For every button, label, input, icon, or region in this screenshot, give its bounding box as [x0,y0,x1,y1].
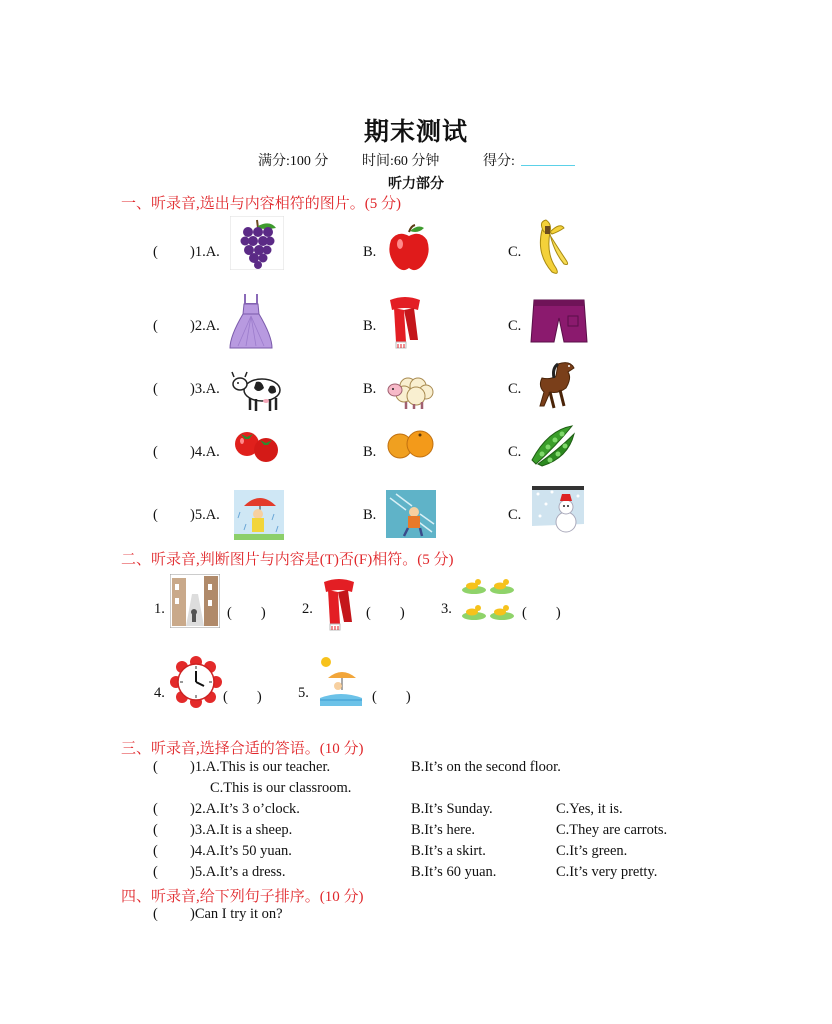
answer-paren[interactable]: ( [153,864,158,880]
option-c-label: C. [508,244,522,260]
score-blank[interactable] [521,165,575,166]
question-label: )3.A. [190,381,220,397]
item-number: 4. [154,685,165,701]
horse-icon [528,358,580,414]
option-c-label: C. [508,444,522,460]
question-label: )2.A. [190,318,220,334]
item-number: 5. [298,685,309,701]
orange-icon [386,426,436,464]
tf-blank[interactable]: ( ) [522,605,561,621]
option-b-label: B. [363,244,377,260]
time-limit: 时间:60 分钟 [362,154,440,169]
item-number: 1. [154,601,165,617]
option-b: B.It’s Sunday. [411,801,493,817]
banana-icon [530,218,572,276]
answer-paren[interactable]: ( [153,244,158,260]
windy-icon [386,490,436,538]
option-b-label: B. [363,444,377,460]
answer-paren[interactable]: ( [153,318,158,334]
item-number: 3. [441,601,452,617]
option-b: B.It’s on the second floor. [411,759,561,775]
tf-blank[interactable]: ( ) [366,605,405,621]
listening-part-heading: 听力部分 [388,177,444,192]
option-c: C.They are carrots. [556,822,668,838]
answer-paren[interactable]: ( [153,843,158,859]
full-marks: 满分:100 分 [258,154,329,169]
option-b: B.It’s 60 yuan. [411,864,497,880]
answer-paren[interactable]: ( [153,759,158,775]
question-label: )4.A. [190,444,220,460]
page-title: 期末测试 [363,117,468,146]
question-label: )1.A. [190,244,220,260]
answer-paren[interactable]: ( [153,507,158,523]
section3-heading: 三、听录音,选择合适的答语。(10 分) [121,741,364,757]
score-label: 得分: [483,154,515,169]
item-number: 2. [302,601,313,617]
dress-icon [228,292,274,350]
cow-icon [230,368,284,414]
option-a: )2.A.It’s 3 o’clock. [190,801,300,817]
green-beans-icon [528,420,578,468]
sunny-icon [316,654,366,708]
option-c: C.It’s green. [556,843,628,859]
rainy-icon [234,490,284,540]
tf-blank[interactable]: ( ) [372,689,411,705]
option-c-label: C. [508,318,522,334]
section2-heading: 二、听录音,判断图片与内容是(T)否(F)相符。(5 分) [121,552,454,568]
street-icon [170,574,220,628]
answer-paren[interactable]: ( [153,906,158,922]
option-b-label: B. [363,507,377,523]
option-c: C.This is our classroom. [210,780,352,796]
scarf-icon [318,578,360,632]
sentence-text: )Can I try it on? [190,906,283,922]
clock-icon [170,656,222,708]
question-label: )5.A. [190,507,220,523]
option-b: B.It’s a skirt. [411,843,486,859]
answer-paren[interactable]: ( [153,444,158,460]
scarf-icon [384,296,426,350]
option-c: C.It’s very pretty. [556,864,658,880]
option-a: )1.A.This is our teacher. [190,759,331,775]
option-a: )3.A.It is a sheep. [190,822,293,838]
grapes-icon [230,216,284,270]
tf-blank[interactable]: ( ) [227,605,266,621]
snowy-icon [532,486,584,538]
shorts-icon [530,296,588,346]
section4-heading: 四、听录音,给下列句子排序。(10 分) [121,889,364,905]
section1-heading: 一、听录音,选出与内容相符的图片。(5 分) [121,196,401,212]
answer-paren[interactable]: ( [153,381,158,397]
option-c: C.Yes, it is. [556,801,623,817]
ducks-icon [460,576,516,628]
sheep-icon [386,374,436,410]
option-a: )4.A.It’s 50 yuan. [190,843,292,859]
option-c-label: C. [508,381,522,397]
option-b-label: B. [363,381,377,397]
option-c-label: C. [508,507,522,523]
option-b-label: B. [363,318,377,334]
answer-paren[interactable]: ( [153,822,158,838]
tf-blank[interactable]: ( ) [223,689,262,705]
answer-paren[interactable]: ( [153,801,158,817]
tomato-icon [232,426,282,464]
option-a: )5.A.It’s a dress. [190,864,286,880]
apple-icon [386,224,432,272]
option-b: B.It’s here. [411,822,476,838]
